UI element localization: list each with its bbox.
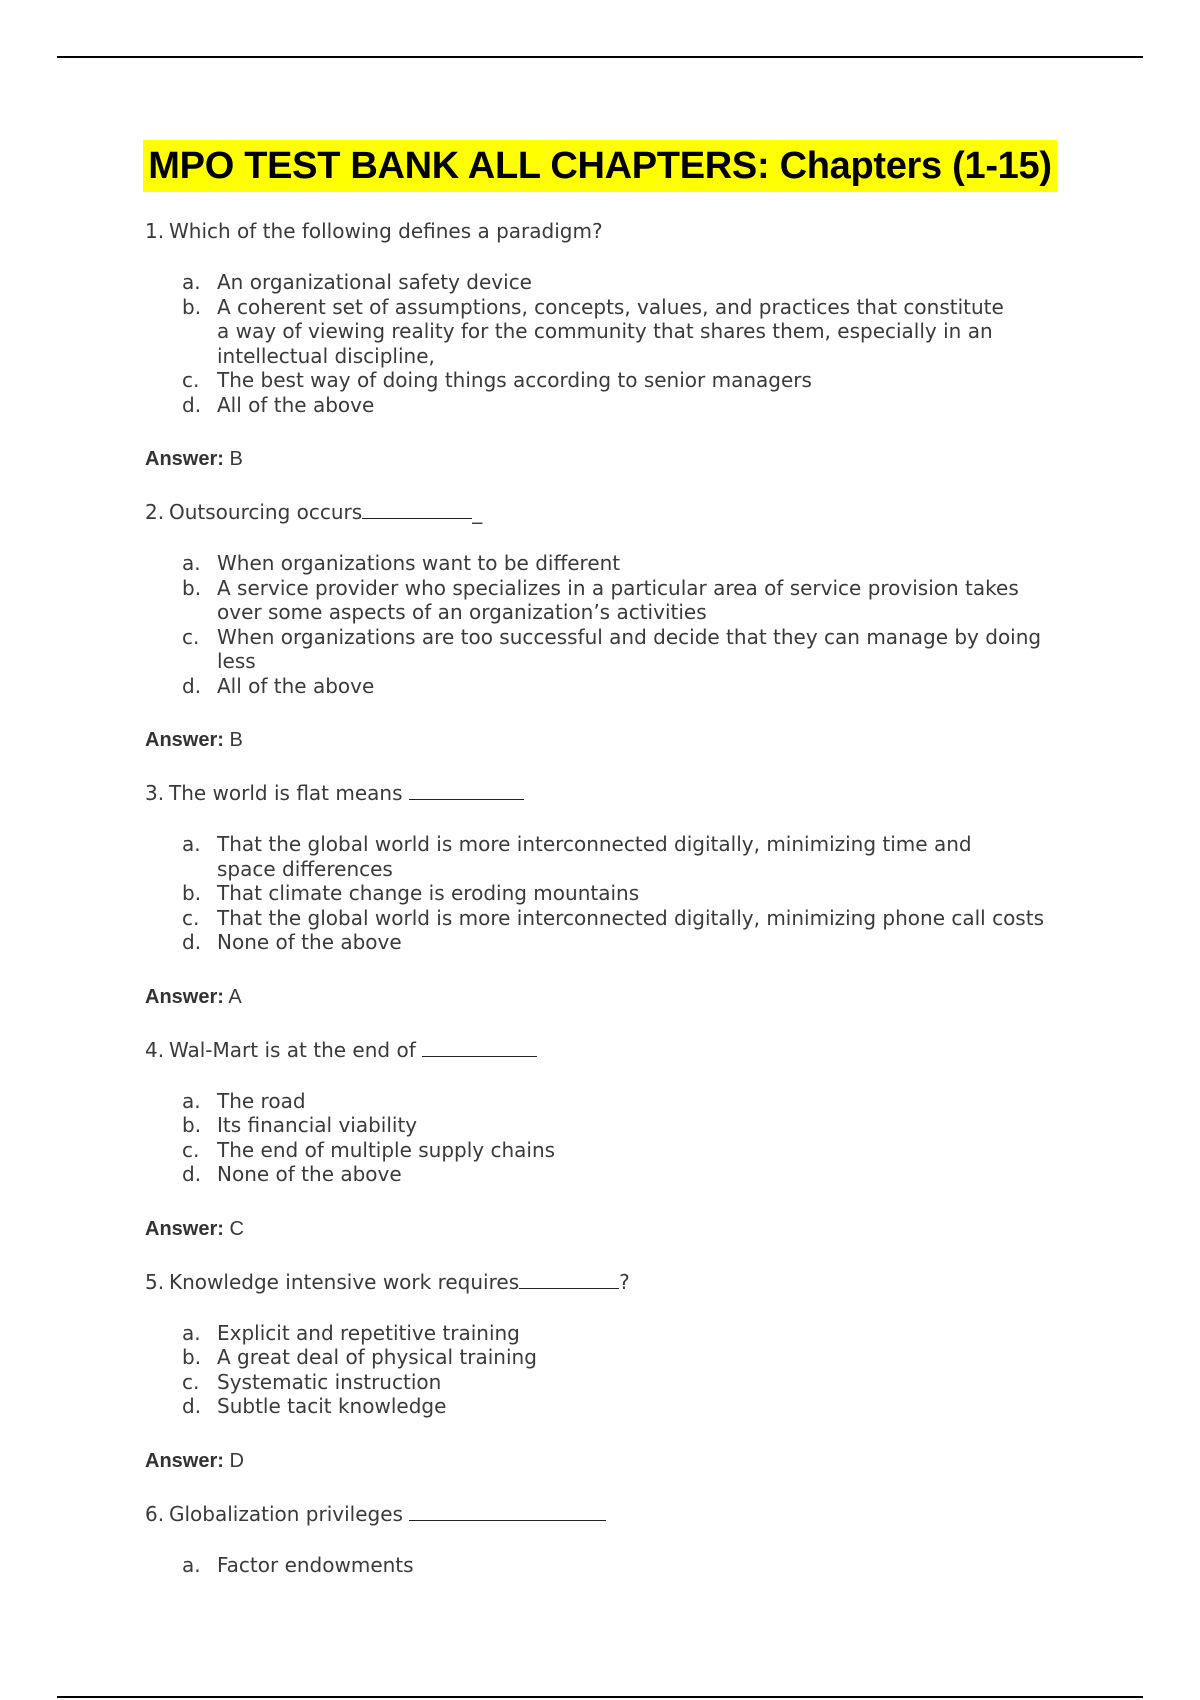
question-stem [145,497,1105,527]
option-a [145,1321,1105,1346]
option-list [145,1553,1105,1578]
option-text: The end of multiple supply chains [217,1137,556,1162]
option-c [145,906,1105,931]
option-letter: a. [182,1088,201,1113]
option-text: A service provider who specializes in a particular area of service provision takes over some aspects of an organization’s activities [217,575,1019,624]
answer-label: Answer: [145,1449,224,1472]
question-stem [145,1267,1105,1297]
question-stem [145,778,1105,808]
option-text: When organizations are too successful and decide that they can manage by doing less [217,624,1042,673]
answer-label: Answer: [145,1217,224,1240]
option-letter: b. [182,575,202,600]
option-letter: c. [182,1137,200,1162]
option-text: All of the above [217,673,375,698]
option-letter: c. [182,624,200,649]
option-text: That the global world is more interconnected digitally, minimizing time and space differences [217,832,972,881]
option-letter: c. [182,1369,200,1394]
option-letter: d. [182,1162,202,1186]
question-text: Knowledge intensive work requires [169,1269,520,1294]
option-text: All of the above [217,392,375,417]
answer-blank [362,517,472,519]
answer-label: Answer: [145,729,224,751]
option-c [145,368,1105,393]
title-container [0,140,1200,192]
option-list [145,1089,1105,1187]
question-stem [145,1035,1105,1065]
option-text: None of the above [217,1162,402,1186]
option-letter: b. [182,1113,202,1137]
answer-line [145,728,1105,752]
option-b [145,576,1105,625]
question-1 [145,216,1105,471]
question-text: Which of the following defines a paradigm? [169,219,603,243]
question-text: Globalization privileges [169,1501,410,1526]
option-text: Factor endowments [217,1552,414,1577]
question-stem [145,1499,1105,1529]
option-a [145,270,1105,295]
question-number: 6. [145,1501,165,1526]
option-d [145,1394,1105,1419]
option-text: When organizations want to be different [217,551,621,575]
option-d [145,674,1105,699]
option-letter: a. [182,270,201,294]
option-c [145,1370,1105,1395]
option-list [145,832,1105,955]
option-letter: d. [182,930,202,954]
option-letter: c. [182,368,200,392]
option-text: The best way of doing things according to senior managers [217,368,812,392]
question-2 [145,497,1105,752]
option-b [145,1113,1105,1138]
option-text: Explicit and repetitive training [217,1320,520,1345]
question-3 [145,778,1105,1009]
question-number: 5. [145,1269,165,1294]
question-4 [145,1035,1105,1241]
answer-value: A [228,985,242,1008]
option-text: The road [217,1088,306,1113]
document-title: MPO TEST BANK ALL CHAPTERS: Chapters (1-15) [143,140,1056,192]
option-text: None of the above [217,930,402,954]
option-text: Its financial viability [217,1113,418,1137]
question-number: 3. [145,781,165,805]
option-list [145,551,1105,698]
option-text: An organizational safety device [217,270,532,294]
answer-line [145,985,1105,1009]
question-suffix: _ [472,500,483,524]
option-b [145,1345,1105,1370]
question-text: The world is flat means [169,781,409,805]
question-list [145,216,1105,1577]
answer-blank [409,1519,606,1521]
option-letter: d. [182,673,202,698]
question-6 [145,1499,1105,1578]
option-text: That climate change is eroding mountains [217,881,640,905]
question-number: 4. [145,1037,165,1062]
answer-label: Answer: [145,448,224,470]
footer-rule [57,1696,1143,1698]
option-letter: a. [182,1552,201,1577]
question-stem [145,216,1105,246]
option-d [145,393,1105,418]
option-letter: d. [182,392,202,417]
answer-blank [422,1055,537,1057]
option-d [145,1162,1105,1187]
option-letter: a. [182,551,201,575]
option-text: Subtle tacit knowledge [217,1394,447,1418]
option-c [145,625,1105,674]
answer-line [145,1449,1105,1473]
option-text: A great deal of physical training [217,1345,537,1369]
answer-line [145,1217,1105,1241]
option-letter: d. [182,1394,202,1418]
option-list [145,270,1105,417]
answer-value: D [229,1449,244,1472]
option-letter: a. [182,832,201,856]
option-text: A coherent set of assumptions, concepts, values, and practices that constitute a way of viewing reality for the community that shares them, especially in an intellectual discipline, [217,294,1004,368]
option-letter: a. [182,1320,201,1345]
question-5 [145,1267,1105,1473]
question-number: 1. [145,219,165,243]
option-c [145,1138,1105,1163]
answer-line [145,447,1105,471]
option-d [145,930,1105,955]
answer-label: Answer: [145,985,224,1008]
option-letter: c. [182,905,200,930]
answer-value: B [229,448,243,470]
option-b [145,881,1105,906]
option-a [145,1089,1105,1114]
option-list [145,1321,1105,1419]
answer-value: C [229,1217,244,1240]
question-number: 2. [145,500,165,524]
question-text: Wal-Mart is at the end of [169,1037,423,1062]
option-letter: b. [182,1345,202,1369]
option-letter: b. [182,881,202,905]
question-text: Outsourcing occurs [169,500,363,524]
header-rule [57,56,1143,58]
option-a [145,551,1105,576]
answer-value: B [229,729,243,751]
option-text: That the global world is more interconnected digitally, minimizing phone call costs [217,905,1044,930]
answer-blank [409,798,524,800]
option-a [145,832,1105,881]
option-text: Systematic instruction [217,1369,442,1394]
option-letter: b. [182,294,202,319]
option-a [145,1553,1105,1578]
question-suffix: ? [619,1269,630,1294]
answer-blank [519,1287,619,1289]
option-b [145,295,1105,369]
